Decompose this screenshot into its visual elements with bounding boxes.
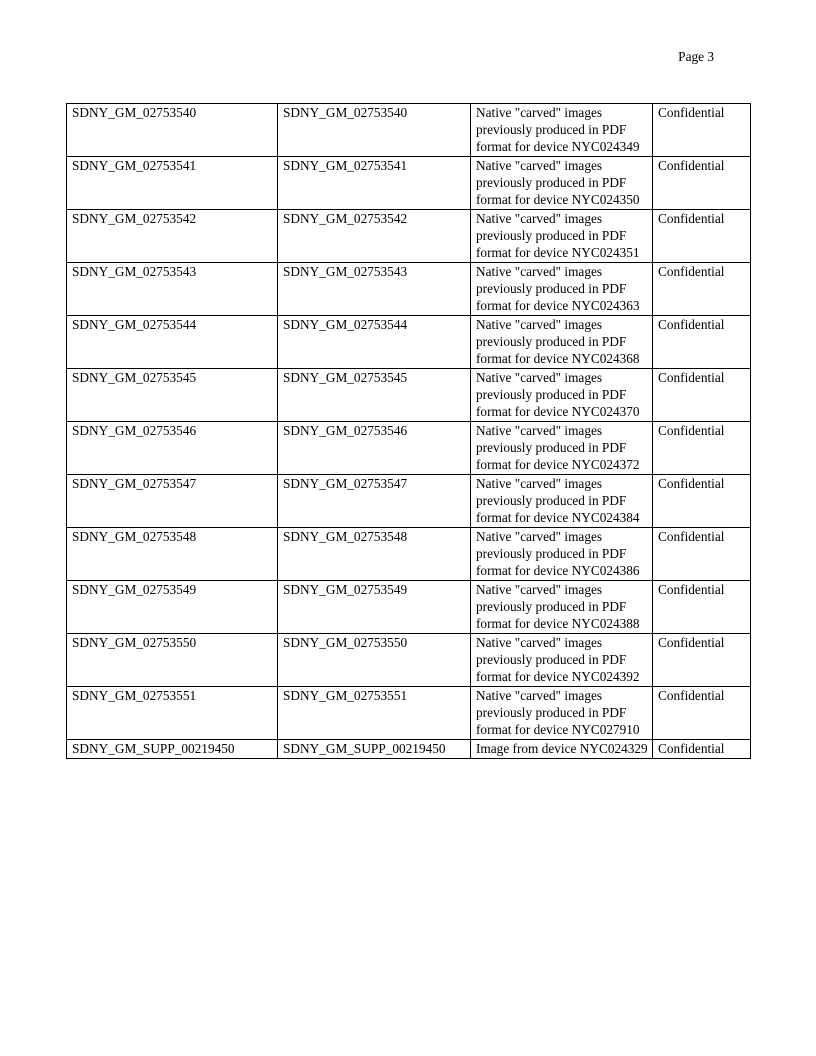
table-row bbox=[67, 369, 751, 422]
table-row bbox=[67, 528, 751, 581]
cell-begin-bates: SDNY_GM_02753541 bbox=[67, 157, 278, 210]
production-records-table bbox=[66, 103, 751, 759]
cell-begin-bates: SDNY_GM_02753550 bbox=[67, 634, 278, 687]
cell-begin-bates: SDNY_GM_02753547 bbox=[67, 475, 278, 528]
cell-description: Native "carved" images previously produced in PDF format for device NYC024386 bbox=[471, 528, 653, 581]
cell-confidentiality: Confidential bbox=[653, 581, 751, 634]
cell-description: Native "carved" images previously produced in PDF format for device NYC024370 bbox=[471, 369, 653, 422]
cell-begin-bates: SDNY_GM_02753542 bbox=[67, 210, 278, 263]
cell-confidentiality: Confidential bbox=[653, 475, 751, 528]
cell-description: Native "carved" images previously produced in PDF format for device NYC024350 bbox=[471, 157, 653, 210]
cell-begin-bates: SDNY_GM_SUPP_00219450 bbox=[67, 740, 278, 759]
cell-begin-bates: SDNY_GM_02753546 bbox=[67, 422, 278, 475]
page-number: Page 3 bbox=[678, 49, 714, 64]
cell-description: Native "carved" images previously produced in PDF format for device NYC024372 bbox=[471, 422, 653, 475]
cell-begin-bates: SDNY_GM_02753540 bbox=[67, 104, 278, 157]
cell-begin-bates: SDNY_GM_02753545 bbox=[67, 369, 278, 422]
table-row bbox=[67, 104, 751, 157]
cell-end-bates: SDNY_GM_02753550 bbox=[278, 634, 471, 687]
cell-end-bates: SDNY_GM_02753547 bbox=[278, 475, 471, 528]
cell-confidentiality: Confidential bbox=[653, 369, 751, 422]
table-row bbox=[67, 422, 751, 475]
cell-description: Native "carved" images previously produced in PDF format for device NYC027910 bbox=[471, 687, 653, 740]
cell-end-bates: SDNY_GM_02753542 bbox=[278, 210, 471, 263]
cell-end-bates: SDNY_GM_02753541 bbox=[278, 157, 471, 210]
cell-end-bates: SDNY_GM_02753548 bbox=[278, 528, 471, 581]
cell-confidentiality: Confidential bbox=[653, 687, 751, 740]
records-table-body bbox=[67, 104, 751, 759]
cell-end-bates: SDNY_GM_02753545 bbox=[278, 369, 471, 422]
cell-confidentiality: Confidential bbox=[653, 740, 751, 759]
cell-confidentiality: Confidential bbox=[653, 263, 751, 316]
cell-confidentiality: Confidential bbox=[653, 528, 751, 581]
cell-description: Native "carved" images previously produced in PDF format for device NYC024368 bbox=[471, 316, 653, 369]
table-row bbox=[67, 157, 751, 210]
cell-confidentiality: Confidential bbox=[653, 104, 751, 157]
cell-begin-bates: SDNY_GM_02753544 bbox=[67, 316, 278, 369]
cell-end-bates: SDNY_GM_02753549 bbox=[278, 581, 471, 634]
table-row bbox=[67, 740, 751, 759]
cell-description: Native "carved" images previously produced in PDF format for device NYC024349 bbox=[471, 104, 653, 157]
cell-confidentiality: Confidential bbox=[653, 634, 751, 687]
cell-description: Native "carved" images previously produced in PDF format for device NYC024392 bbox=[471, 634, 653, 687]
cell-begin-bates: SDNY_GM_02753551 bbox=[67, 687, 278, 740]
table-row bbox=[67, 581, 751, 634]
cell-confidentiality: Confidential bbox=[653, 316, 751, 369]
cell-confidentiality: Confidential bbox=[653, 157, 751, 210]
cell-begin-bates: SDNY_GM_02753543 bbox=[67, 263, 278, 316]
cell-end-bates: SDNY_GM_02753543 bbox=[278, 263, 471, 316]
cell-end-bates: SDNY_GM_02753540 bbox=[278, 104, 471, 157]
cell-description: Native "carved" images previously produced in PDF format for device NYC024388 bbox=[471, 581, 653, 634]
cell-end-bates: SDNY_GM_02753544 bbox=[278, 316, 471, 369]
table-row bbox=[67, 634, 751, 687]
cell-confidentiality: Confidential bbox=[653, 210, 751, 263]
cell-description: Native "carved" images previously produced in PDF format for device NYC024384 bbox=[471, 475, 653, 528]
cell-description: Native "carved" images previously produced in PDF format for device NYC024363 bbox=[471, 263, 653, 316]
cell-begin-bates: SDNY_GM_02753548 bbox=[67, 528, 278, 581]
cell-description: Native "carved" images previously produced in PDF format for device NYC024351 bbox=[471, 210, 653, 263]
table-row bbox=[67, 316, 751, 369]
cell-confidentiality: Confidential bbox=[653, 422, 751, 475]
cell-end-bates: SDNY_GM_02753546 bbox=[278, 422, 471, 475]
cell-end-bates: SDNY_GM_SUPP_00219450 bbox=[278, 740, 471, 759]
cell-description: Image from device NYC024329 bbox=[471, 740, 653, 759]
table-row bbox=[67, 210, 751, 263]
table-row bbox=[67, 475, 751, 528]
table-row bbox=[67, 687, 751, 740]
cell-begin-bates: SDNY_GM_02753549 bbox=[67, 581, 278, 634]
table-row bbox=[67, 263, 751, 316]
cell-end-bates: SDNY_GM_02753551 bbox=[278, 687, 471, 740]
